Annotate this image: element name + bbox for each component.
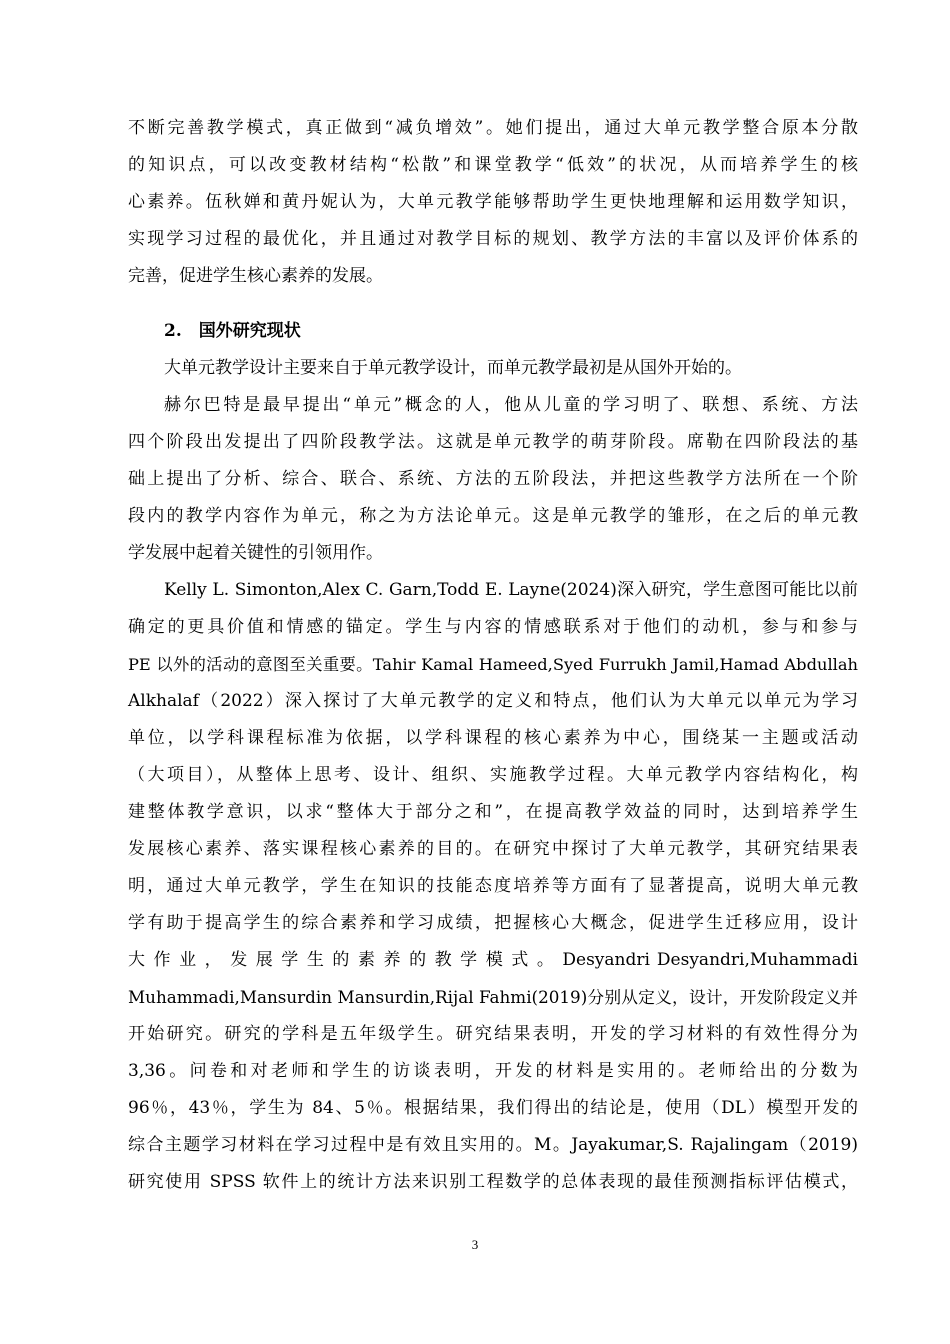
text-line: Alkhalaf（2022）深入探讨了大单元教学的定义和特点，他们认为大单元以单元为学习: [128, 691, 858, 711]
text-line: 96％，43％，学生为 84、5％。根据结果，我们得出的结论是，使用（DL）模型开发的: [128, 1098, 858, 1118]
paragraph-1: [128, 110, 858, 295]
text-line: 发展核心素养、落实课程核心素养的目的。在研究中探讨了大单元教学，其研究结果表: [128, 839, 858, 859]
text-line: 3,36。问卷和对老师和学生的访谈表明，开发的材料是实用的。老师给出的分数为: [128, 1061, 858, 1081]
text-line: 学发展中起着关键性的引领用作。: [128, 543, 383, 563]
text-line: 赫尔巴特是最早提出“单元”概念的人，他从儿童的学习明了、联想、系统、方法: [164, 395, 858, 415]
text-line: 单位，以学科课程标准为依据，以学科课程的核心素养为中心，围绕某一主题或活动: [128, 728, 858, 748]
paragraph-4: [128, 572, 858, 1201]
paragraph-3: [128, 387, 858, 572]
text-line: 不断完善教学模式，真正做到“减负增效”。她们提出，通过大单元教学整合原本分散: [128, 118, 858, 138]
body-text: [128, 110, 858, 1201]
text-line: 的知识点，可以改变教材结构“松散”和课堂教学“低效”的状况，从而培养学生的核: [128, 155, 858, 175]
text-line: 大单元教学设计主要来自于单元教学设计，而单元教学最初是从国外开始的。: [164, 358, 742, 378]
section-heading: 2. 国外研究现状: [164, 321, 301, 341]
spacer: [128, 295, 858, 313]
text-line: 大 作 业 ， 发 展 学 生 的 素 养 的 教 学 模 式 。 Desyandri Desyandri,Muhammadi: [128, 950, 858, 970]
text-line: 段内的教学内容作为单元，称之为方法论单元。这是单元教学的雏形，在之后的单元教: [128, 506, 858, 526]
text-line: 研究使用 SPSS 软件上的统计方法来识别工程数学的总体表现的最佳预测指标评估模式，: [128, 1172, 858, 1192]
paragraph-2: [128, 350, 858, 387]
text-line: Muhammadi,Mansurdin Mansurdin,Rijal Fahmi(2019)分别从定义，设计，开发阶段定义并: [128, 987, 858, 1007]
text-line: PE 以外的活动的意图至关重要。Tahir Kamal Hameed,Syed Furrukh Jamil,Hamad Abdullah: [128, 655, 858, 674]
text-line: （大项目），从整体上思考、设计、组织、实施教学过程。大单元教学内容结构化，构: [128, 765, 858, 785]
text-line: 完善，促进学生核心素养的发展。: [128, 266, 383, 286]
text-line: 四个阶段出发提出了四阶段教学法。这就是单元教学的萌芽阶段。席勒在四阶段法的基: [128, 432, 858, 452]
text-line: 建整体教学意识，以求“整体大于部分之和”，在提高教学效益的同时，达到培养学生: [128, 802, 858, 822]
text-line: 础上提出了分析、综合、联合、系统、方法的五阶段法，并把这些教学方法所在一个阶: [128, 469, 858, 489]
text-line: 实现学习过程的最优化，并且通过对教学目标的规划、教学方法的丰富以及评价体系的: [128, 229, 858, 249]
page-number: 3: [471, 1237, 479, 1252]
text-line: 学有助于提高学生的综合素养和学习成绩，把握核心大概念，促进学生迁移应用，设计: [128, 913, 858, 933]
text-line: 明，通过大单元教学，学生在知识的技能态度培养等方面有了显著提高，说明大单元教: [128, 876, 858, 896]
text-line: Kelly L. Simonton,Alex C. Garn,Todd E. Layne(2024)深入研究，学生意图可能比以前: [164, 580, 858, 600]
text-line: 综合主题学习材料在学习过程中是有效且实用的。M。Jayakumar,S. Rajalingam（2019): [128, 1135, 858, 1155]
text-line: 确定的更具价值和情感的锚定。学生与内容的情感联系对于他们的动机，参与和参与: [128, 617, 858, 637]
text-line: 开始研究。研究的学科是五年级学生。研究结果表明，开发的学习材料的有效性得分为: [128, 1024, 858, 1044]
text-line: 心素养。伍秋婵和黄丹妮认为，大单元教学能够帮助学生更快地理解和运用数学知识，: [128, 192, 858, 212]
